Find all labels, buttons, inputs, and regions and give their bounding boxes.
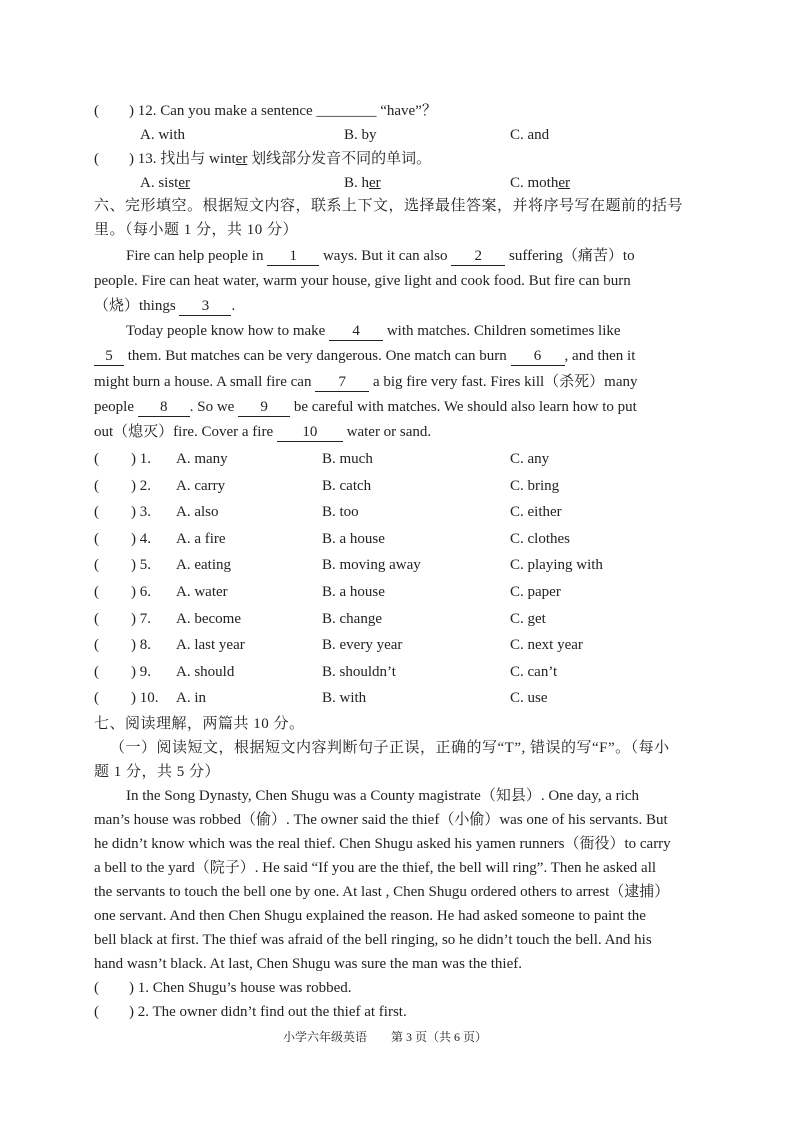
cloze-blank-4: 4 — [329, 323, 383, 341]
passage-1-line: Today people know how to make 4 with matches. Children sometimes like — [126, 323, 621, 339]
section-7-heading: 七、阅读理解，两篇共 10 分。 — [94, 716, 305, 732]
q12-option-b[interactable]: B. by — [344, 127, 377, 143]
passage-2-line: bell black at first. The thief was afraid of the bell ringing, so he didn’t touch the bell. And his — [94, 932, 652, 948]
answer-paren-open[interactable]: ( — [94, 690, 99, 706]
cloze-blank-7: 7 — [315, 374, 369, 392]
page-footer: 小学六年级英语 第 3 页（共 6 页） — [283, 1030, 488, 1044]
cloze-blank-9: 9 — [238, 399, 290, 417]
option-c[interactable]: C. can’t — [510, 664, 558, 680]
answer-paren-open[interactable]: ( — [94, 611, 99, 627]
answer-paren-open[interactable]: ( — [94, 557, 99, 573]
answer-paren-open[interactable]: ( — [94, 151, 99, 167]
cloze-blank-6: 6 — [511, 348, 565, 366]
q13-option-c[interactable]: C. mother — [510, 175, 570, 191]
question-number: ) 2. — [131, 478, 151, 494]
passage-2-line: one servant. And then Chen Shugu explained the reason. He had asked someone to paint the — [94, 908, 646, 924]
section-6-heading: 六、完形填空。根据短文内容，联系上下文，选择最佳答案，并将序号写在题前的括号 — [94, 198, 684, 214]
question-12: ( ) 12. Can you make a sentence ________ “have”？ — [94, 103, 437, 119]
answer-paren-open[interactable]: ( — [94, 664, 99, 680]
option-a[interactable]: A. water — [176, 584, 228, 600]
option-b[interactable]: B. every year — [322, 637, 403, 653]
section-7-subheading-cont: 题 1 分，共 5 分） — [94, 764, 221, 780]
option-b[interactable]: B. shouldn’t — [322, 664, 396, 680]
option-b[interactable]: B. much — [322, 451, 373, 467]
option-a[interactable]: A. in — [176, 690, 206, 706]
question-number: ) 4. — [131, 531, 151, 547]
option-c[interactable]: C. bring — [510, 478, 560, 494]
option-b[interactable]: B. change — [322, 611, 382, 627]
passage-1-line: 5 them. But matches can be very dangerous. One match can burn 6 , and then it — [94, 346, 635, 366]
option-b[interactable]: B. catch — [322, 478, 372, 494]
passage-1-line: people. Fire can heat water, warm your house, give light and cook food. But fire can burn — [94, 273, 631, 289]
answer-blank: ________ — [316, 103, 377, 119]
question-number: ) 6. — [131, 584, 151, 600]
q13-option-b[interactable]: B. her — [344, 175, 381, 191]
section-6-heading-cont: 里。（每小题 1 分，共 10 分） — [94, 222, 299, 238]
passage-1-line: might burn a house. A small fire can 7 a big fire very fast. Fires kill（杀死）many — [94, 374, 638, 390]
question-number: ) 5. — [131, 557, 151, 573]
question-number: ) 1. — [131, 451, 151, 467]
option-c[interactable]: C. clothes — [510, 531, 570, 547]
passage-2-line: hand wasn’t black. At last, Chen Shugu was sure the man was the thief. — [94, 956, 522, 972]
option-a[interactable]: A. should — [176, 664, 235, 680]
passage-2-line: In the Song Dynasty, Chen Shugu was a County magistrate（知县）. One day, a rich — [126, 788, 639, 804]
option-a[interactable]: A. carry — [176, 478, 226, 494]
q13-option-a[interactable]: A. sister — [140, 175, 190, 191]
option-a[interactable]: A. become — [176, 611, 241, 627]
option-a[interactable]: A. many — [176, 451, 228, 467]
answer-paren-open[interactable]: ( — [94, 584, 99, 600]
question-number: ) 3. — [131, 504, 151, 520]
option-c[interactable]: C. either — [510, 504, 562, 520]
option-a[interactable]: A. also — [176, 504, 219, 520]
option-c[interactable]: C. any — [510, 451, 550, 467]
option-b[interactable]: B. a house — [322, 531, 385, 547]
passage-2-line: a bell to the yard（院子）. He said “If you are the thief, the bell will ring”. Then he asked all — [94, 860, 657, 876]
answer-paren-open[interactable]: ( — [94, 637, 99, 653]
answer-paren-open[interactable]: ( — [94, 1004, 99, 1020]
cloze-blank-10: 10 — [277, 424, 343, 442]
option-c[interactable]: C. get — [510, 611, 546, 627]
passage-1-line: people 8 . So we 9 be careful with matches. We should also learn how to put — [94, 399, 637, 415]
q12-option-c[interactable]: C. and — [510, 127, 550, 143]
cloze-blank-1: 1 — [267, 248, 319, 266]
answer-paren-open[interactable]: ( — [94, 451, 99, 467]
question-number: ) 8. — [131, 637, 151, 653]
passage-1-line: （烧）things 3 . — [94, 298, 236, 314]
passage-2-line: the servants to touch the bell one by one. At last , Chen Shugu ordered others to arrest（逮捕） — [94, 884, 670, 900]
question-number: ) 9. — [131, 664, 151, 680]
option-c[interactable]: C. playing with — [510, 557, 603, 573]
option-c[interactable]: C. next year — [510, 637, 583, 653]
option-a[interactable]: A. last year — [176, 637, 245, 653]
passage-2-line: man’s house was robbed（偷）. The owner said the thief（小偷）was one of his servants. But — [94, 812, 668, 828]
option-c[interactable]: C. paper — [510, 584, 561, 600]
cloze-blank-3: 3 — [179, 298, 231, 316]
option-b[interactable]: B. too — [322, 504, 359, 520]
tf-question-1: ( ) 1. Chen Shugu’s house was robbed. — [94, 980, 352, 996]
tf-question-2: ( ) 2. The owner didn’t find out the thief at first. — [94, 1004, 407, 1020]
question-number: ) 7. — [131, 611, 151, 627]
section-7-subheading: （一）阅读短文，根据短文内容判断句子正误，正确的写“T”, 错误的写“F”。（每小 — [110, 740, 670, 756]
answer-paren-open[interactable]: ( — [94, 531, 99, 547]
option-b[interactable]: B. with — [322, 690, 367, 706]
answer-paren-open[interactable]: ( — [94, 103, 99, 119]
answer-paren-open[interactable]: ( — [94, 504, 99, 520]
q12-option-a[interactable]: A. with — [140, 127, 185, 143]
answer-paren-open[interactable]: ( — [94, 478, 99, 494]
answer-paren-open[interactable]: ( — [94, 980, 99, 996]
passage-1-line: Fire can help people in 1 ways. But it can also 2 suffering（痛苦）to — [126, 248, 635, 264]
passage-1-line: out（熄灭）fire. Cover a fire 10 water or sand. — [94, 424, 432, 440]
option-c[interactable]: C. use — [510, 690, 548, 706]
option-b[interactable]: B. a house — [322, 584, 385, 600]
question-number: ) 10. — [131, 690, 159, 706]
question-13: ( ) 13. 找出与 winter 划线部分发音不同的单词。 — [94, 151, 432, 167]
cloze-blank-5: 5 — [94, 348, 124, 366]
option-a[interactable]: A. eating — [176, 557, 231, 573]
option-a[interactable]: A. a fire — [176, 531, 226, 547]
passage-2-line: he didn’t know which was the real thief. Chen Shugu asked his yamen runners（衙役）to carry — [94, 836, 671, 852]
option-b[interactable]: B. moving away — [322, 557, 421, 573]
cloze-blank-8: 8 — [138, 399, 190, 417]
cloze-blank-2: 2 — [451, 248, 505, 266]
